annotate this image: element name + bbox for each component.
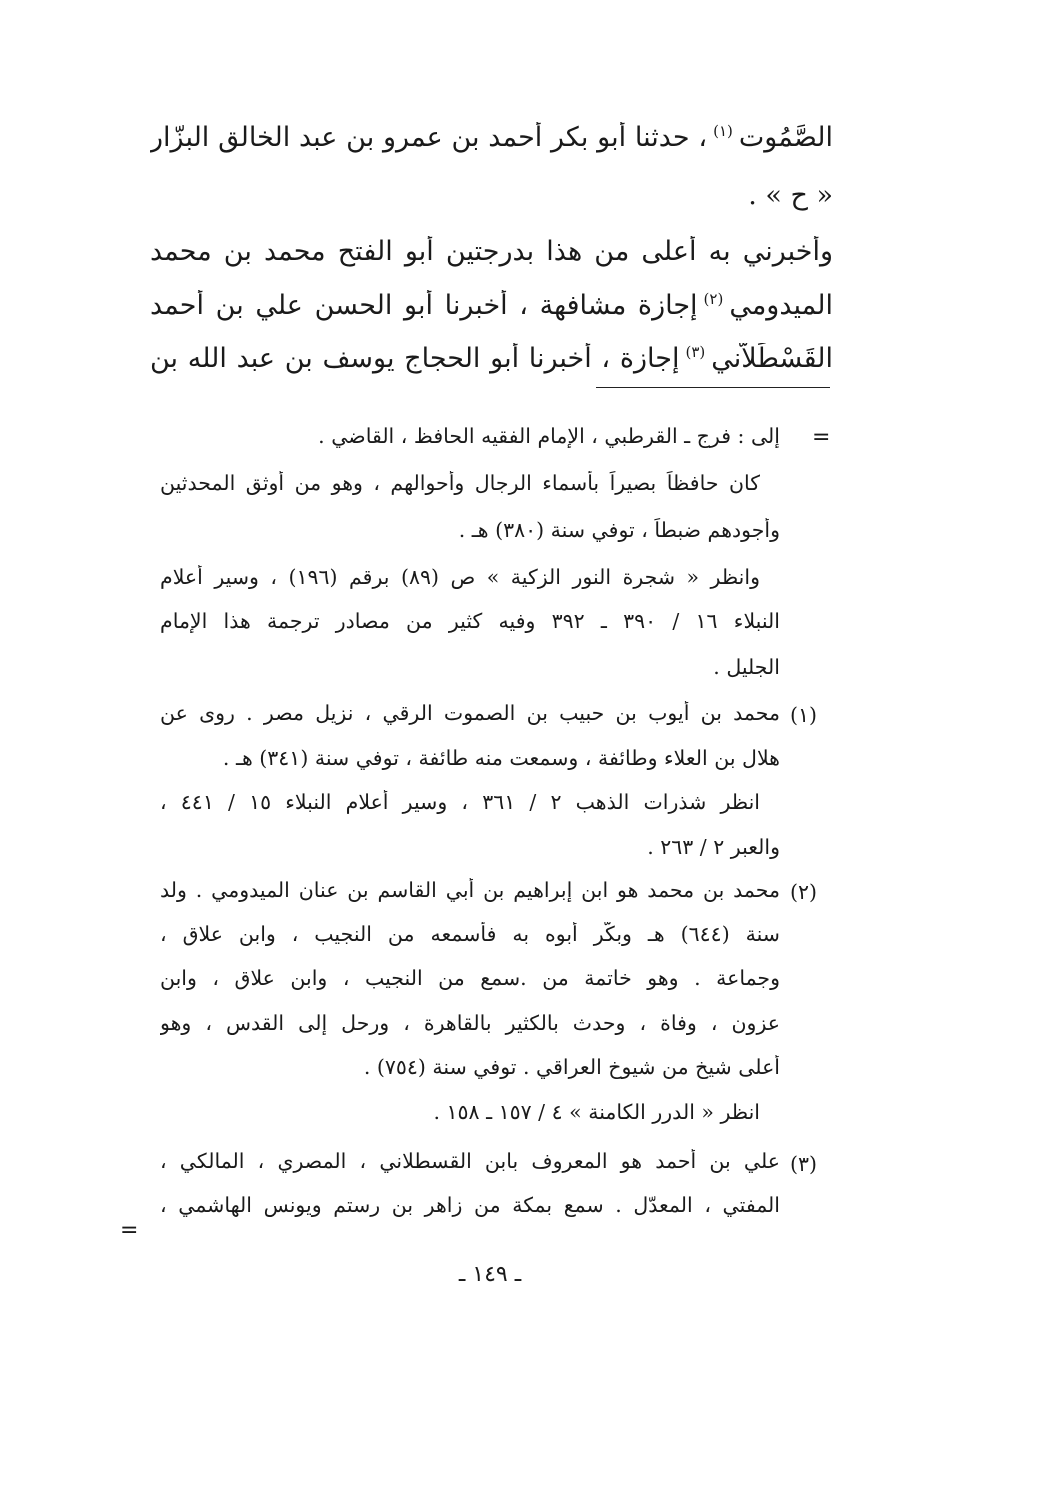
footnote-2-line: وجماعة . وهو خاتمة من .سمع من النجيب ، وابن علاق ، وابن — [160, 966, 780, 990]
footnote-1-line: هلال بن العلاء وطائفة ، وسمعت منه طائفة ، توفي سنة (٣٤١) هـ . — [222, 746, 780, 770]
footnote-continued-line: وأجودهم ضبطاً ، توفي سنة (٣٨٠) هـ . — [458, 518, 780, 542]
continues-mark: = — [120, 1218, 139, 1243]
footnote-continued-line: الجليل . — [713, 655, 780, 679]
footnote-2-line: سنة (٦٤٤) هـ وبكّر أبوه به فأسمعه من النجيب ، وابن علاق ، — [160, 922, 780, 946]
footnote-1-line: والعبر ٢ / ٢٦٣ . — [647, 835, 780, 859]
footnote-2-line: محمد بن محمد هو ابن إبراهيم بن أبي القاسم بن عنان الميدومي . ولد — [160, 878, 780, 902]
page-number: ـ ١٤٩ ـ — [458, 1262, 522, 1287]
footnote-2-line: عزون ، وفاة ، وحدث بالكثير بالقاهرة ، ورحل إلى القدس ، وهو — [160, 1011, 780, 1035]
footnote-1-line: محمد بن أيوب بن حبيب بن الصموت الرقي ، نزيل مصر . روى عن — [160, 701, 780, 725]
footnote-number-3: (٣) — [790, 1152, 818, 1176]
main-text-segment: ، حدثنا أبو بكر أحمد بن عمرو بن عبد الخالق البزّار — [150, 122, 708, 153]
footnote-1-line: انظر شذرات الذهب ٢ / ٣٦١ ، وسير أعلام النبلاء ١٥ / ٤٤١ ، — [160, 790, 760, 814]
main-word: الصَّمُوت — [738, 122, 833, 153]
footnote-ref-2[interactable]: (٢) — [703, 290, 724, 308]
main-line-1 — [150, 122, 833, 153]
main-line-3: وأخبرني به أعلى من هذا بدرجتين أبو الفتح محمد بن محمد — [150, 236, 833, 267]
footnote-continued-line: وانظر « شجرة النور الزكية » ص (٨٩) برقم (١٩٦) ، وسير أعلام — [160, 565, 760, 589]
footnote-ref-3[interactable]: (٣) — [685, 343, 706, 361]
footnote-3-line: المفتي ، المعدّل . سمع بمكة من زاهر بن رستم ويونس الهاشمي ، — [160, 1193, 780, 1217]
main-word: الميدومي — [729, 290, 833, 321]
continuation-mark: = — [812, 425, 831, 450]
main-line-2: « ح » . — [748, 180, 833, 211]
footnote-continued-line: إلى : فرج ـ القرطبي ، الإمام الفقيه الحافظ ، القاضي . — [318, 424, 780, 448]
main-line-4 — [150, 290, 833, 321]
footnote-2-line: أعلى شيخ من شيوخ العراقي . توفي سنة (٧٥٤) . — [363, 1055, 780, 1079]
footnote-number-2: (٢) — [790, 880, 818, 904]
footnote-continued-line: النبلاء ١٦ / ٣٩٠ ـ ٣٩٢ وفيه كثير من مصادر ترجمة هذا الإمام — [160, 609, 780, 633]
main-text-segment: إجازة مشافهة ، أخبرنا أبو الحسن علي بن أحمد — [150, 290, 698, 321]
footnote-2-line: انظر « الدرر الكامنة » ٤ / ١٥٧ ـ ١٥٨ . — [433, 1100, 760, 1124]
footnote-separator — [596, 387, 830, 388]
main-text-segment: إجازة ، أخبرنا أبو الحجاج يوسف بن عبد الله بن — [150, 343, 680, 374]
footnote-number-1: (١) — [790, 703, 818, 727]
main-word: القَسْطَلاَّني — [711, 343, 833, 374]
footnote-ref-1[interactable]: (١) — [713, 122, 733, 140]
main-line-5 — [150, 343, 833, 374]
footnote-3-line: علي بن أحمد هو المعروف بابن القسطلاني ، المصري ، المالكي ، — [160, 1149, 780, 1173]
footnote-continued-line: كان حافظاً بصيراً بأسماء الرجال وأحوالهم ، وهو من أوثق المحدثين — [160, 471, 760, 495]
